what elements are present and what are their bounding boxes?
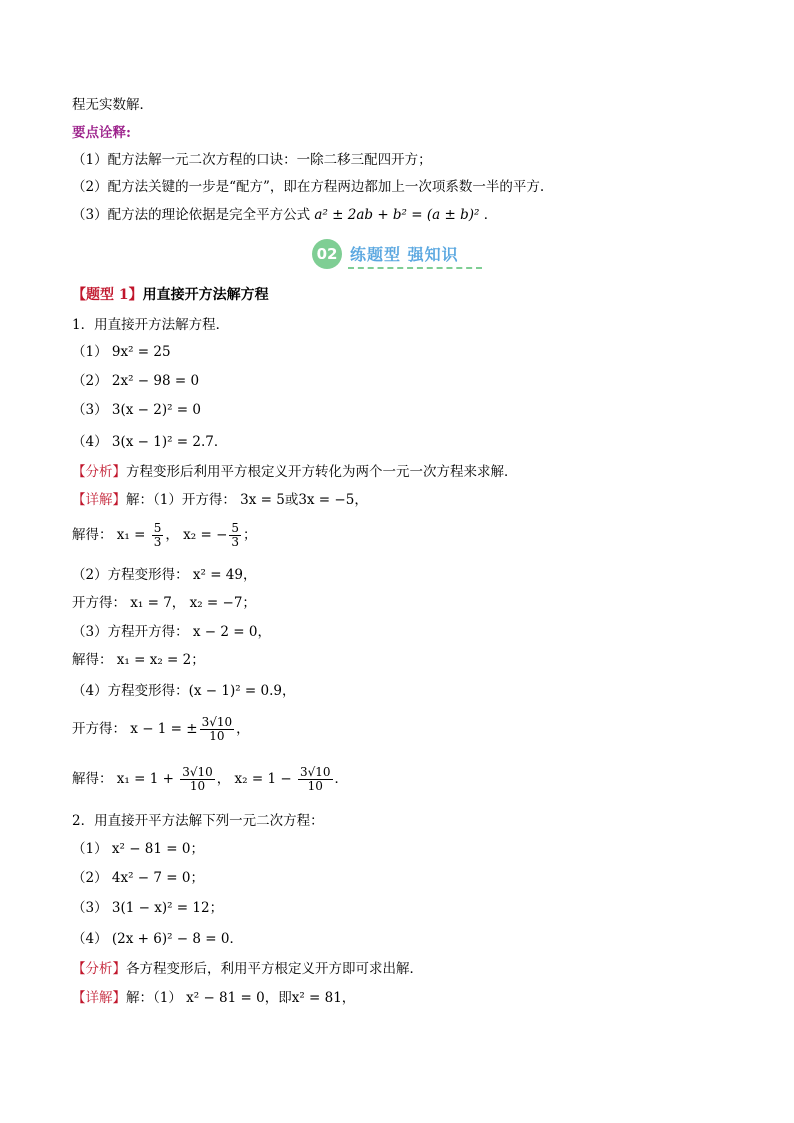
frac-den: 10: [189, 779, 206, 793]
fraction: [298, 766, 333, 793]
frac-den: 10: [209, 729, 225, 743]
fraction: [200, 716, 235, 743]
q1-detail-1: [72, 491, 368, 509]
point-1: （1）配方法解一元二次方程的口诀：一除二移三配四开方；: [72, 152, 432, 168]
fraction: [180, 766, 215, 793]
d2-x2: ， x₂ = −: [165, 527, 228, 543]
d8-prefix: 开方得： x − 1 = ±: [72, 721, 198, 737]
frac-num: 3√10: [299, 765, 331, 779]
frac-den: 3: [231, 535, 240, 549]
frac-den: 10: [307, 779, 323, 793]
d9-mid: ， x₂ = 1 −: [216, 771, 296, 787]
q1-item-3: （3） 3(x − 2)² = 0: [72, 402, 201, 418]
q1-item-4: （4） 3(x − 1)² = 2.7．: [72, 434, 228, 450]
q2-item-2: （2） 4x² − 7 = 0；: [72, 870, 204, 886]
q1-detail-2: [72, 522, 257, 549]
frac-num: 3√10: [201, 715, 233, 729]
type1-title: 用直接开方法解方程: [142, 287, 269, 303]
frac-num: 3√10: [182, 765, 213, 779]
fraction: [229, 522, 241, 549]
point-3-text: （3）配方法的理论依据是完全平方公式: [72, 207, 311, 223]
q1-detail-3: （2）方程变形得： x² = 49，: [72, 567, 257, 583]
q1-detail-7: （4）方程变形得：(x − 1)² = 0.9，: [72, 683, 296, 699]
q1-detail-5: （3）方程开方得： x − 2 = 0，: [72, 624, 271, 640]
analysis-tag: 【分析】: [72, 961, 126, 977]
type1-heading: [72, 286, 269, 304]
point-3: [72, 206, 497, 224]
section-banner: [312, 238, 484, 270]
q2-item-1: （1） x² − 81 = 0；: [72, 841, 204, 857]
point-3-formula: a² ± 2ab + b² = (a ± b)²: [314, 207, 480, 223]
q1-detail-9: [72, 766, 348, 793]
detail-tag: 【详解】: [72, 990, 126, 1006]
analysis-text: 方程变形后利用平方根定义开方转化为两个一元一次方程来求解．: [126, 464, 518, 480]
frac-num: 5: [231, 521, 240, 535]
detail-text: 解：（1） x² − 81 = 0，即x² = 81，: [126, 990, 356, 1006]
q1-detail-8: [72, 716, 250, 743]
d8-end: ，: [236, 721, 250, 737]
frac-num: 5: [153, 521, 162, 535]
q2-detail-1: [72, 989, 355, 1007]
detail-tag: 【详解】: [72, 492, 126, 508]
q2-item-4: （4） (2x + 6)² − 8 = 0．: [72, 931, 243, 947]
detail-text: 解：（1）开方得： 3x = 5或3x = −5，: [126, 492, 368, 508]
q1-stem: 1．用直接开方法解方程．: [72, 317, 230, 333]
frac-den: 3: [153, 535, 162, 549]
d2-end: ；: [243, 527, 257, 543]
type1-bracket: 【题型 1】: [72, 287, 143, 303]
banner-number: 02: [312, 239, 342, 269]
q1-detail-6: 解得： x₁ = x₂ = 2；: [72, 652, 205, 668]
q1-item-1: （1） 9x² = 25: [72, 344, 171, 360]
q2-stem: 2．用直接开平方法解下列一元二次方程：: [72, 813, 324, 829]
point-3-end: ．: [483, 207, 498, 223]
fraction: [152, 522, 164, 549]
intro-line: 程无实数解．: [72, 97, 153, 113]
banner-dash: [348, 267, 482, 269]
d9-prefix: 解得： x₁ = 1 +: [72, 771, 179, 787]
analysis-text: 各方程变形后，利用平方根定义开方即可求出解．: [126, 961, 423, 977]
d9-end: ．: [334, 771, 349, 787]
q1-analysis: [72, 463, 518, 481]
q2-item-3: （3） 3(1 − x)² = 12；: [72, 900, 224, 916]
d2-prefix: 解得：: [72, 527, 113, 543]
points-label: 要点诠释:: [72, 125, 131, 141]
d2-x1: x₁ =: [116, 527, 150, 543]
q1-item-2: （2） 2x² − 98 = 0: [72, 373, 200, 389]
analysis-tag: 【分析】: [72, 464, 126, 480]
banner-label: 练题型 强知识: [350, 245, 459, 264]
q1-detail-4: 开方得： x₁ = 7， x₂ = −7；: [72, 595, 256, 611]
point-2: （2）配方法关键的一步是“配方”，即在方程两边都加上一次项系数一半的平方.: [72, 179, 545, 195]
q2-analysis: [72, 960, 423, 978]
